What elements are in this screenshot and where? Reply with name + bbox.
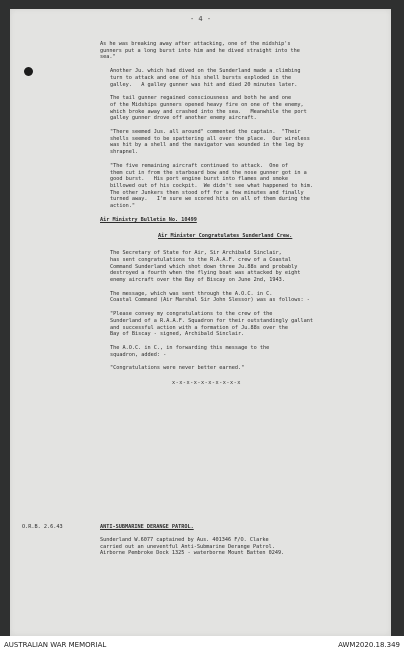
quote: "Please convey my congratulations to the crew of the Sunderland of a R.A.A.F. Squadron for their outstandingly gallant and successful action with a formation of Ju.88s over the Bay of Biscay - signed, Archibald Sinclair. (110, 311, 314, 338)
quote: "Congratulations were never better earned." (110, 365, 245, 372)
paragraph: The A.O.C. in C., in forwarding this message to the squadron, added: - (110, 344, 270, 358)
paragraph: As he was breaking away after attacking, one of the midship's gunners put a long burst into him and he dived straight into the sea." (100, 41, 300, 61)
punch-hole (24, 67, 33, 76)
separator: x-x-x-x-x-x-x-x-x-x (172, 380, 241, 387)
page-number: - 4 - (190, 15, 212, 23)
paragraph: The Secretary of State for Air, Sir Archibald Sinclair, has sent congratulations to the R.A.A.F. crew of a Coastal Command Sunderland which shot down three Ju.88s and probably destroyed a fourth when the flying boat was attacked by eight enemy aircraft over the Bay of Biscay on June 2nd, 1943. (110, 250, 301, 283)
footer-institution: AUSTRALIAN WAR MEMORIAL (4, 641, 107, 649)
patrol-heading: ANTI-SUBMARINE DERANGE PATROL. (100, 524, 194, 530)
text-body (100, 41, 372, 397)
congrats-heading: Air Minister Congratulates Sunderland Crew. (158, 233, 293, 240)
paragraph: The tail gunner regained consciousness and both he and one of the Midships gunners opened heavy fire on one of the enemy, which broke away and crashed into the sea. Meanwhile the port galley gunner drove off another enemy aircraft. (110, 95, 307, 122)
orb-reference: O.R.B. 2.6.43 (22, 524, 63, 530)
paragraph: Another Ju. which had dived on the Sunderland made a climbing turn to attack and one of his shell bursts exploded in the galley. A galley gunner was hit and died 20 minutes later. (110, 68, 301, 88)
patrol-body: Sunderland W.6077 captained by Aus. 401346 F/O. Clarke carried out an uneventful Anti-Submarine Derange Patrol. Airborne Pembroke Dock 1325 - waterborne Mount Batten 0249. (100, 537, 285, 557)
footer-bar (0, 636, 404, 653)
bulletin-heading: Air Ministry Bulletin No. 10499 (100, 216, 197, 223)
footer-accession-number: AWM2020.18.349 (338, 641, 400, 649)
paragraph: The message, which was sent through the A.O.C. in C. Coastal Command (Air Marshal Sir John Slessor) was as follows: - (110, 290, 310, 304)
paragraph: "There seemed Jus. all around" commented the captain. "Their shells seemed to be spattering all over the place. Our wireless was hit by a shell and the navigator was wounded in the leg by shrapnel. (110, 129, 310, 156)
paragraph: "The five remaining aircraft continued to attack. One of them cut in from the starboard bow and the nose gunner got in a good burst. His port engine burst into flames and smoke billowed out of his cockpit. We didn't see what happened to him. The other Junkers then stood off for a few minutes and finally turned away. I'm sure we scored hits on all of them during the action." (110, 162, 314, 210)
